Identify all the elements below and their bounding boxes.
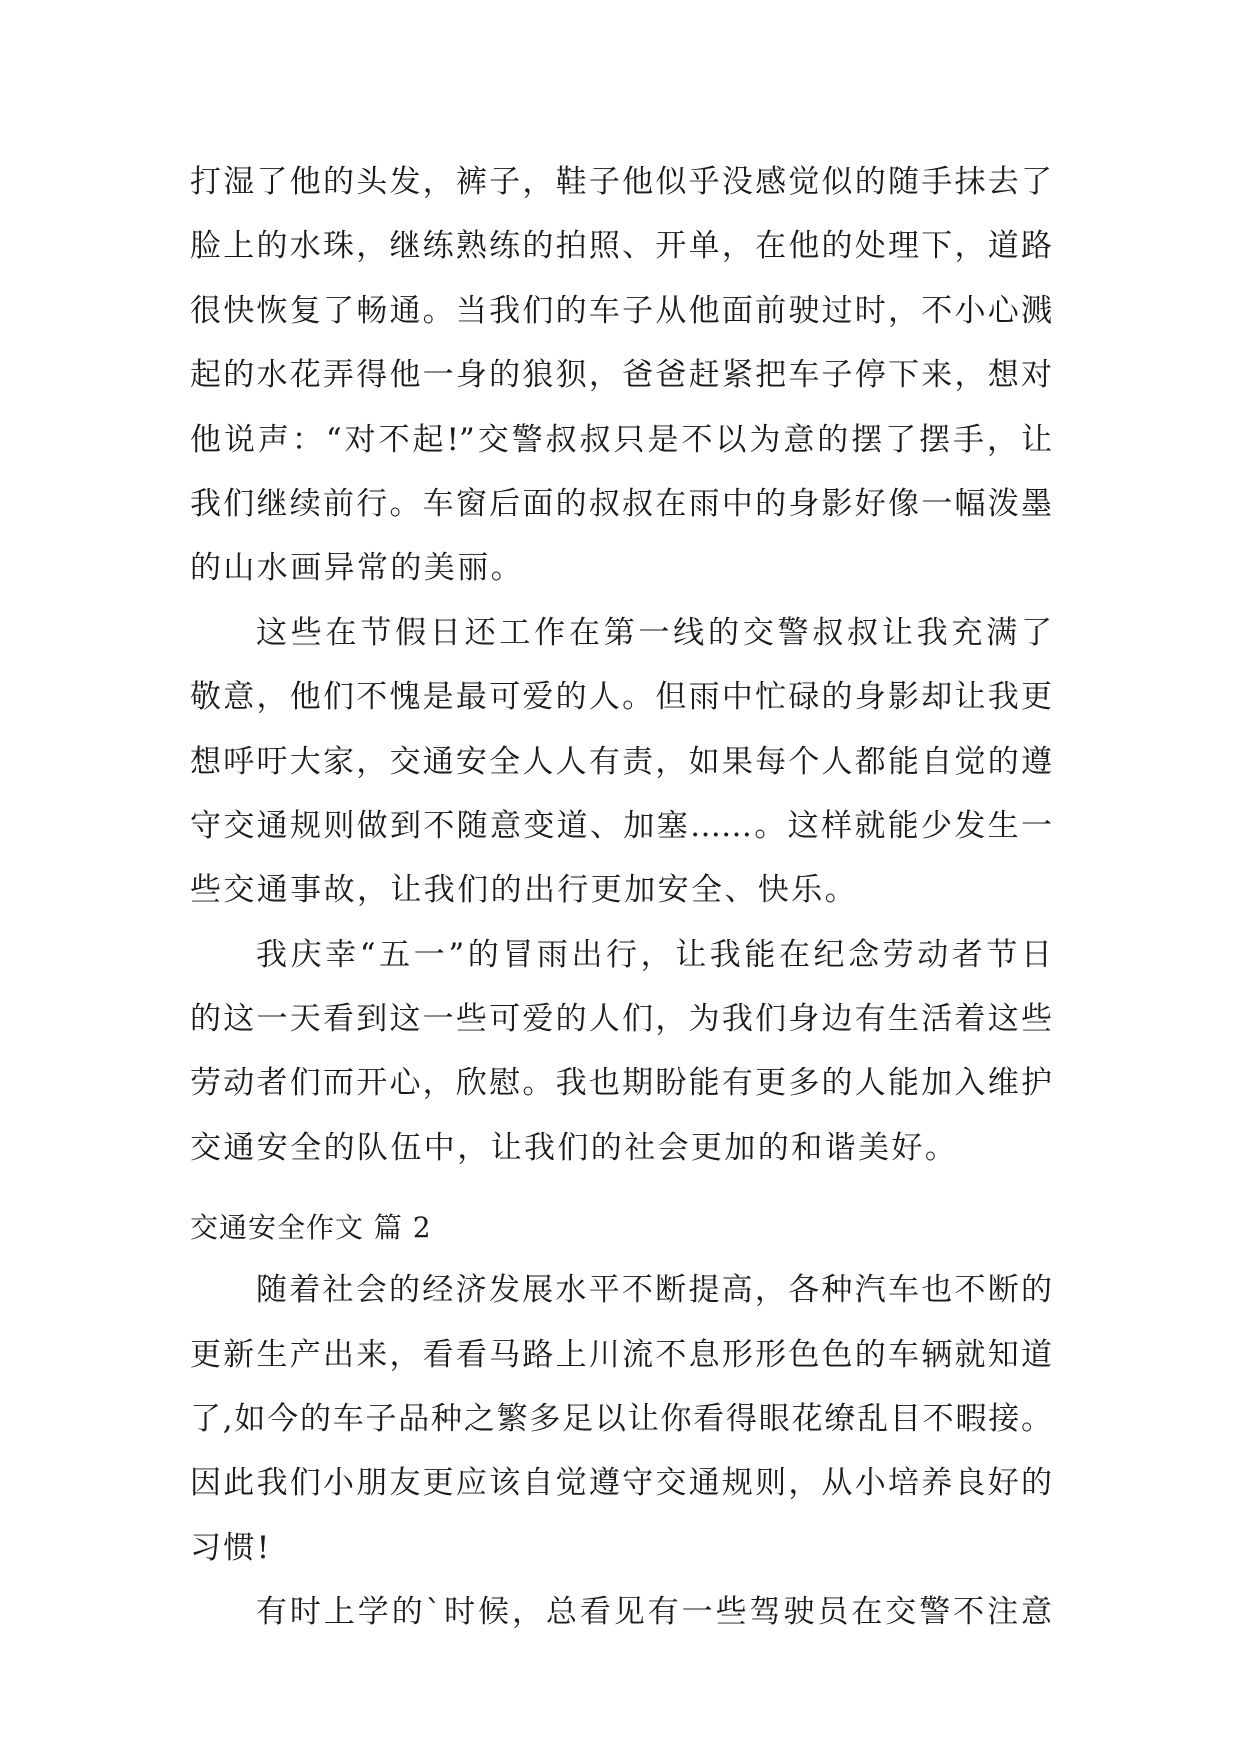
text-line: 有时上学的`时候，总看见有一些驾驶员在交警不注意 [256, 1594, 1052, 1631]
text-line: 想呼吁大家，交通安全人人有责，如果每个人都能自觉的遵 [190, 743, 1052, 780]
text-line: 的这一天看到这一些可爱的人们，为我们身边有生活着这些 [190, 1001, 1052, 1038]
text-line: 劳动者们而开心，欣慰。我也期盼能有更多的人能加入维护 [190, 1065, 1052, 1102]
text-line: 打湿了他的头发，裤子，鞋子他似乎没感觉似的随手抹去了 [190, 164, 1052, 200]
text-line: 守交通规则做到不随意变道、加塞……。这样就能少发生一 [190, 807, 1052, 844]
section-heading: 交通安全作文 篇 2 [190, 1211, 432, 1245]
text-line: 更新生产出来，看看马路上川流不息形形色色的车辆就知道 [190, 1336, 1052, 1373]
text-line: 起的水花弄得他一身的狼狈，爸爸赶紧把车子停下来，想对 [190, 357, 1052, 394]
text-line: 这些在节假日还工作在第一线的交警叔叔让我充满了 [256, 614, 1052, 651]
text-line: 了,如今的车子品种之繁多足以让你看得眼花缭乱目不暇接。 [190, 1401, 1052, 1438]
text-line: 交通安全的队伍中，让我们的社会更加的和谐美好。 [190, 1129, 959, 1166]
text-line: 习惯! [190, 1529, 272, 1566]
paragraph-school [190, 1580, 1052, 1644]
text-line: 我庆幸“五一”的冒雨出行，让我能在纪念劳动者节日 [256, 936, 1052, 973]
text-line: 我们继续前行。车窗后面的叔叔在雨中的身影好像一幅泼墨 [190, 485, 1052, 522]
paragraph-continuation [190, 150, 1052, 601]
paragraph-may-day [190, 923, 1052, 1181]
paragraph-respect [190, 601, 1052, 923]
text-line: 敬意，他们不愧是最可爱的人。但雨中忙碌的身影却让我更 [190, 679, 1052, 716]
text-line: 因此我们小朋友更应该自觉遵守交通规则，从小培养良好的 [190, 1465, 1052, 1502]
text-line: 些交通事故，让我们的出行更加安全、快乐。 [190, 872, 858, 909]
text-line: 的山水画异常的美丽。 [190, 550, 524, 587]
text-line: 他说声：“对不起!”交警叔叔只是不以为意的摆了摆手，让 [190, 421, 1052, 458]
text-line: 脸上的水珠，继练熟练的拍照、开单，在他的处理下，道路 [190, 228, 1052, 265]
text-line: 很快恢复了畅通。当我们的车子从他面前驶过时，不小心溅 [190, 292, 1052, 329]
text-line: 随着社会的经济发展水平不断提高，各种汽车也不断的 [256, 1272, 1052, 1309]
paragraph-society [190, 1258, 1052, 1580]
document-body [190, 150, 1052, 1645]
